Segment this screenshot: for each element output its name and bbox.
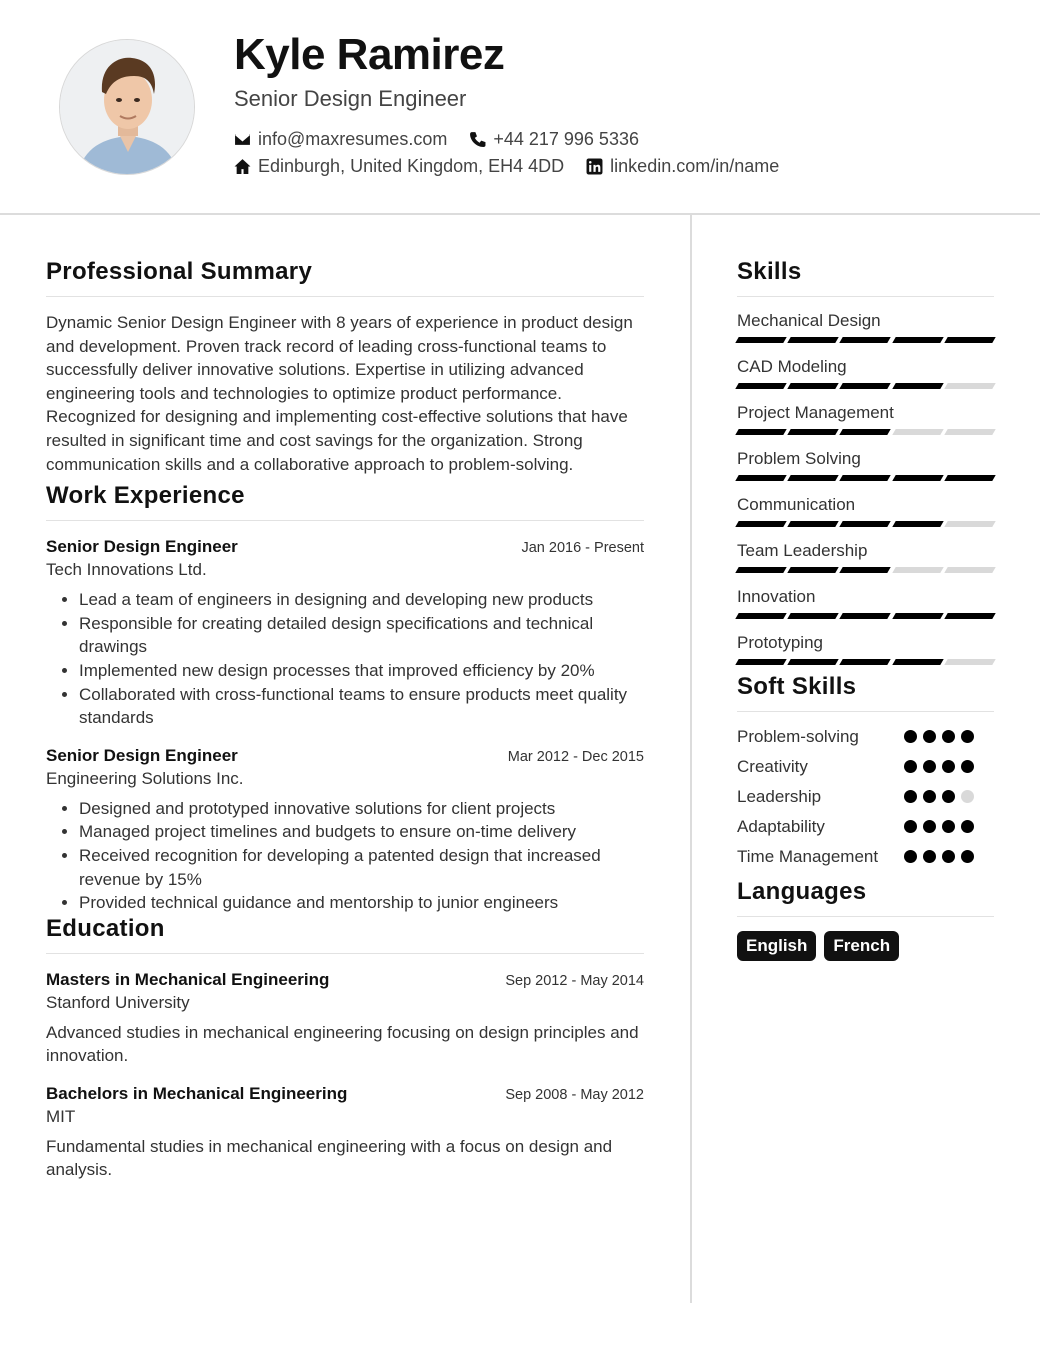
job-bullet: • Implemented new design processes that improved efficiency by 20% [79, 659, 644, 683]
skill-level-segment [840, 613, 892, 619]
rating-dot [942, 790, 955, 803]
skill-level-segment [944, 383, 996, 389]
email-contact[interactable] [234, 129, 447, 150]
job-company: Engineering Solutions Inc. [46, 768, 244, 788]
skill-level-segment [944, 613, 996, 619]
education-entry [46, 970, 644, 1068]
rating-dot [961, 790, 974, 803]
skill-name: Team Leadership [737, 541, 868, 560]
rating-dot [942, 760, 955, 773]
linkedin-text: linkedin.com/in/name [610, 156, 780, 176]
soft-skill-rating [904, 790, 974, 816]
rating-dot [961, 760, 974, 773]
skills-list [737, 311, 994, 665]
skill-level-segment [735, 475, 787, 481]
skill-item [737, 403, 994, 435]
profile-photo [59, 39, 195, 175]
skill-level-segment [892, 567, 944, 573]
skills-heading: Skills [737, 258, 994, 297]
skill-level-segment [787, 383, 839, 389]
skill-level-segment [840, 429, 892, 435]
sidebar-column [737, 258, 994, 961]
rating-dot [923, 730, 936, 743]
skill-level-segment [787, 567, 839, 573]
skill-level-segment [787, 659, 839, 665]
rating-dot [923, 820, 936, 833]
skill-level-segment [892, 383, 944, 389]
phone-icon [469, 131, 486, 148]
rating-dot [961, 850, 974, 863]
soft-skill-name: Time Management [737, 847, 879, 866]
skill-level-segment [840, 521, 892, 527]
column-divider [690, 215, 692, 1303]
linkedin-contact[interactable] [586, 156, 779, 177]
skill-level-segment [787, 429, 839, 435]
skill-level-segment [840, 567, 892, 573]
skill-item [737, 541, 994, 573]
email-text: info@maxresumes.com [258, 129, 448, 149]
soft-skill-name: Creativity [737, 757, 808, 776]
job-bullet: • Collaborated with cross-functional teams to ensure products meet quality standards [79, 683, 644, 730]
soft-skill-name: Adaptability [737, 817, 825, 836]
skill-level-segment [892, 429, 944, 435]
education-date: Sep 2012 - May 2014 [505, 972, 644, 989]
skill-level-bar [737, 475, 994, 481]
job-title: Senior Design Engineer [46, 537, 238, 557]
skill-level-segment [840, 659, 892, 665]
skill-name: Mechanical Design [737, 311, 881, 330]
skill-name: Communication [737, 495, 856, 514]
skill-level-segment [892, 337, 944, 343]
skill-level-segment [892, 613, 944, 619]
rating-dot [961, 820, 974, 833]
skill-level-segment [840, 475, 892, 481]
skill-level-segment [840, 337, 892, 343]
job-entry [46, 537, 644, 730]
school-name: MIT [46, 1106, 76, 1126]
address-contact [234, 156, 564, 177]
rating-dot [904, 820, 917, 833]
skill-level-segment [944, 567, 996, 573]
skill-level-bar [737, 613, 994, 619]
job-bullet: • Responsible for creating detailed design specifications and technical drawings [79, 612, 644, 659]
home-icon [234, 158, 251, 175]
skill-level-segment [735, 337, 787, 343]
skill-item [737, 311, 994, 343]
skill-level-segment [944, 659, 996, 665]
skill-level-segment [787, 475, 839, 481]
skill-level-segment [892, 521, 944, 527]
job-bullets [46, 797, 644, 915]
school-name: Stanford University [46, 992, 190, 1012]
skill-level-segment [787, 337, 839, 343]
skill-level-bar [737, 567, 994, 573]
skill-level-segment [944, 337, 996, 343]
main-column [46, 258, 644, 1182]
rating-dot [904, 850, 917, 863]
skill-level-bar [737, 383, 994, 389]
skill-level-segment [735, 383, 787, 389]
soft-skill-name: Problem-solving [737, 727, 859, 746]
job-bullet: • Managed project timelines and budgets to ensure on-time delivery [79, 820, 644, 844]
contact-row-1 [234, 129, 639, 150]
languages-list [737, 931, 994, 961]
languages-heading: Languages [737, 878, 994, 917]
soft-skills-heading: Soft Skills [737, 673, 994, 712]
skill-level-segment [787, 521, 839, 527]
job-title: Senior Design Engineer [46, 745, 238, 765]
skill-level-segment [892, 659, 944, 665]
summary-text: Dynamic Senior Design Engineer with 8 years of experience in product design and development. Proven track record of leading cross-functional teams to successfully deliver innovative solutions. Expertise in utilizing advanced engineering tools and technologies to optimize product performance. Recognized for designing and implementing cost-effective solutions that have resulted in significant time and cost savings for the organization. Strong communication skills and a collaborative approach to problem-solving. [46, 313, 633, 474]
job-company: Tech Innovations Ltd. [46, 560, 207, 580]
skill-level-segment [735, 429, 787, 435]
contact-row-2 [234, 156, 779, 177]
language-tag: English [737, 931, 816, 961]
rating-dot [904, 790, 917, 803]
skill-level-bar [737, 337, 994, 343]
rating-dot [961, 730, 974, 743]
education-description: Advanced studies in mechanical engineering focusing on design principles and innovation. [46, 1022, 639, 1066]
candidate-title: Senior Design Engineer [234, 86, 467, 111]
education-description: Fundamental studies in mechanical engineering with a focus on design and analysis. [46, 1136, 613, 1180]
education-entry [46, 1084, 644, 1182]
rating-dot [942, 820, 955, 833]
skill-level-segment [892, 475, 944, 481]
rating-dot [923, 790, 936, 803]
skill-item [737, 633, 994, 665]
address-text: Edinburgh, United Kingdom, EH4 4DD [258, 156, 565, 176]
degree-title: Bachelors in Mechanical Engineering [46, 1083, 348, 1103]
soft-skill-rating [904, 760, 974, 786]
skill-name: Innovation [737, 587, 816, 606]
skill-name: Prototyping [737, 633, 823, 652]
soft-skill-name: Leadership [737, 787, 822, 806]
language-tag: French [824, 931, 899, 961]
linkedin-icon [586, 158, 603, 175]
soft-skill-rating [904, 850, 974, 876]
resume-header [0, 0, 1040, 215]
job-bullet: • Received recognition for developing a patented design that increased revenue by 15% [79, 844, 644, 891]
skill-level-segment [735, 521, 787, 527]
soft-skill-item [737, 816, 994, 846]
job-bullets [46, 588, 644, 730]
candidate-name: Kyle Ramirez [234, 30, 505, 79]
education-date: Sep 2008 - May 2012 [505, 1086, 644, 1103]
skill-level-bar [737, 429, 994, 435]
soft-skill-rating [904, 820, 974, 846]
skill-name: Project Management [737, 403, 894, 422]
skill-item [737, 449, 994, 481]
skill-level-segment [787, 613, 839, 619]
rating-dot [904, 760, 917, 773]
degree-title: Masters in Mechanical Engineering [46, 969, 330, 989]
job-date: Mar 2012 - Dec 2015 [507, 748, 644, 765]
rating-dot [923, 850, 936, 863]
skill-level-segment [735, 567, 787, 573]
skill-level-segment [840, 383, 892, 389]
summary-heading: Professional Summary [46, 258, 644, 297]
skill-name: CAD Modeling [737, 357, 847, 376]
rating-dot [942, 730, 955, 743]
envelope-icon [234, 131, 251, 148]
soft-skill-item [737, 786, 994, 816]
skill-level-segment [944, 429, 996, 435]
phone-text: +44 217 996 5336 [493, 129, 639, 149]
soft-skills-list [737, 726, 994, 876]
soft-skill-rating [904, 730, 974, 756]
rating-dot [904, 730, 917, 743]
education-heading: Education [46, 915, 644, 954]
soft-skill-item [737, 846, 994, 876]
job-date: Jan 2016 - Present [521, 540, 644, 557]
skill-item [737, 357, 994, 389]
soft-skill-item [737, 756, 994, 786]
phone-contact[interactable] [469, 129, 639, 150]
rating-dot [942, 850, 955, 863]
job-bullet: • Provided technical guidance and mentorship to junior engineers [79, 891, 644, 915]
skill-item [737, 587, 994, 619]
portrait-image [60, 40, 195, 175]
skill-level-segment [944, 475, 996, 481]
skill-level-segment [944, 521, 996, 527]
job-entry [46, 746, 644, 915]
soft-skill-item [737, 726, 994, 756]
rating-dot [923, 760, 936, 773]
job-bullet: • Designed and prototyped innovative solutions for client projects [79, 797, 644, 821]
skill-level-bar [737, 521, 994, 527]
skill-name: Problem Solving [737, 449, 861, 468]
skill-level-bar [737, 659, 994, 665]
job-bullet: • Lead a team of engineers in designing and developing new products [79, 588, 644, 612]
skill-level-segment [735, 659, 787, 665]
skill-item [737, 495, 994, 527]
experience-heading: Work Experience [46, 482, 644, 521]
skill-level-segment [735, 613, 787, 619]
